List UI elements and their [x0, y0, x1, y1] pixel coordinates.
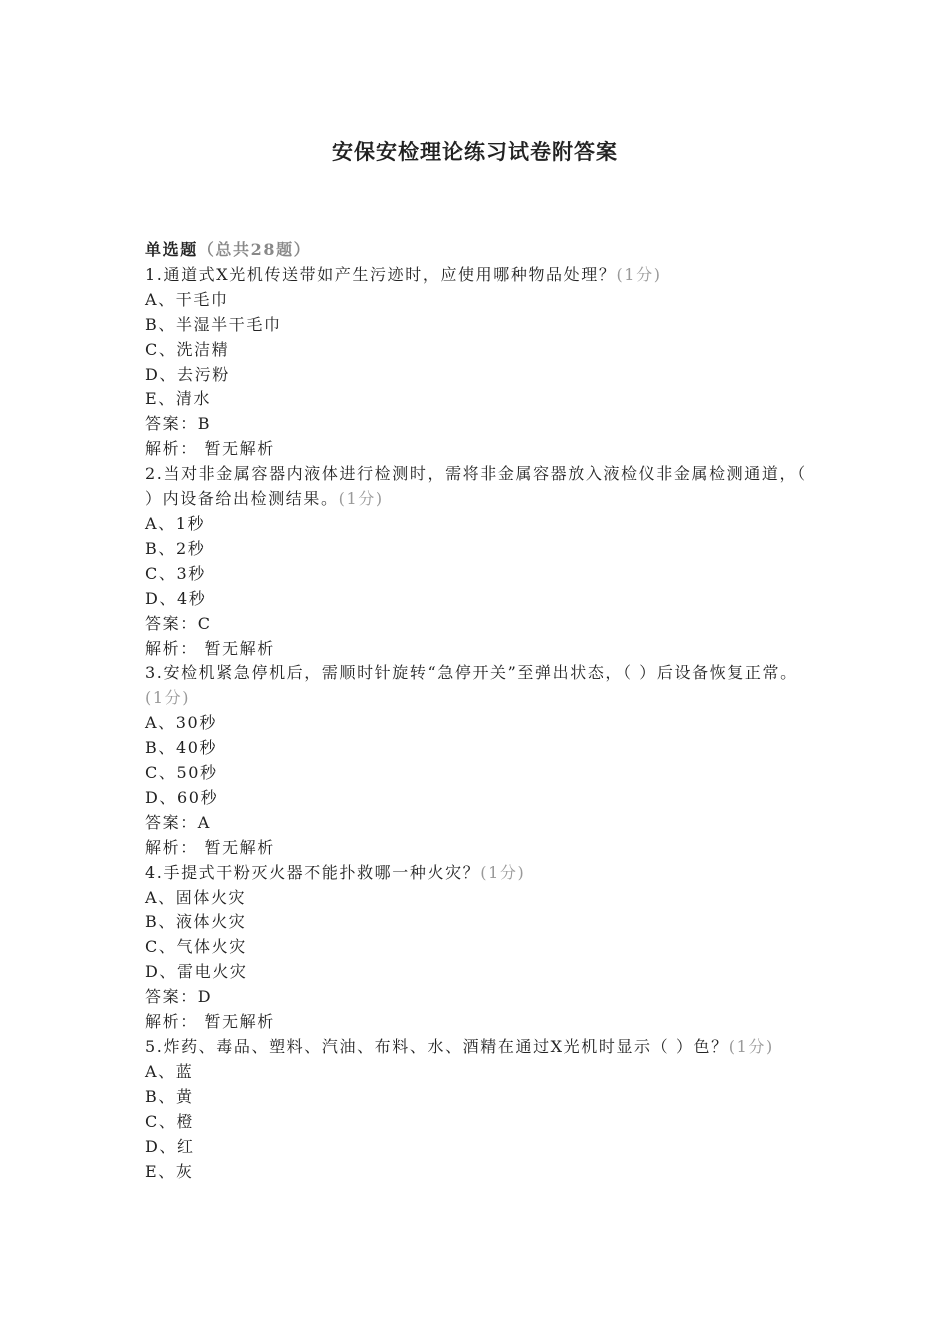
answer: 答案：B	[145, 414, 212, 434]
option: A、1秒	[145, 513, 206, 533]
section-heading	[145, 238, 810, 263]
option: E、灰	[145, 1161, 194, 1181]
analysis: 解析： 暂无解析	[145, 1012, 275, 1032]
option: D、4秒	[145, 588, 207, 608]
question-text: 5.炸药、毒品、塑料、汽油、布料、水、酒精在通过X光机时显示（ ）色？	[145, 1037, 729, 1056]
option: A、固体火灾	[145, 887, 247, 907]
question-text: 4.手提式干粉灭火器不能扑救哪一种火灾？	[145, 862, 481, 882]
option: C、橙	[145, 1111, 195, 1131]
question-stem	[145, 263, 810, 288]
option: A、干毛巾	[145, 289, 229, 309]
option: D、雷电火灾	[145, 962, 248, 982]
analysis: 解析： 暂无解析	[145, 439, 275, 459]
question-list	[145, 238, 810, 1184]
section-label: 单选题	[145, 240, 198, 259]
option: E、清水	[145, 389, 212, 409]
option: B、液体火灾	[145, 912, 247, 932]
question-text: 1.通道式X光机传送带如产生污迹时，应使用哪种物品处理？	[145, 264, 617, 284]
option: C、气体火灾	[145, 937, 247, 957]
analysis: 解析： 暂无解析	[145, 837, 275, 857]
option: D、60秒	[145, 787, 219, 807]
section-count: （总共28题）	[197, 240, 312, 259]
answer: 答案：A	[145, 812, 211, 832]
question-stem	[145, 861, 810, 886]
question-stem	[145, 462, 810, 512]
option: C、50秒	[145, 763, 218, 783]
question-score: (1分)	[480, 862, 526, 882]
option: A、蓝	[145, 1061, 194, 1081]
question-text: 2.当对非金属容器内液体进行检测时，需将非金属容器放入液检仪非金属检测通道，（ ）内设备给出检测结果。	[145, 464, 807, 509]
question-text: 3.安检机紧急停机后，需顺时针旋转“急停开关”至弹出状态，（ ）后设备恢复正常。	[145, 663, 798, 683]
question-stem	[145, 661, 810, 711]
option: D、去污粉	[145, 364, 230, 384]
option: B、黄	[145, 1086, 194, 1106]
analysis: 解析： 暂无解析	[145, 638, 275, 658]
answer: 答案：D	[145, 987, 213, 1007]
option: B、2秒	[145, 538, 206, 558]
option: B、半湿半干毛巾	[145, 314, 282, 334]
option: B、40秒	[145, 738, 218, 758]
option: A、30秒	[145, 713, 217, 733]
page-title: 安保安检理论练习试卷附答案	[332, 139, 618, 164]
question-score: (1分)	[145, 688, 191, 708]
question-score: (1分)	[616, 264, 662, 284]
answer: 答案：C	[145, 613, 212, 633]
question-score: (1分)	[728, 1037, 774, 1056]
option: C、洗洁精	[145, 339, 230, 359]
question-score: (1分)	[338, 489, 384, 509]
question-stem	[145, 1035, 810, 1060]
option: D、红	[145, 1136, 195, 1156]
option: C、3秒	[145, 563, 206, 583]
